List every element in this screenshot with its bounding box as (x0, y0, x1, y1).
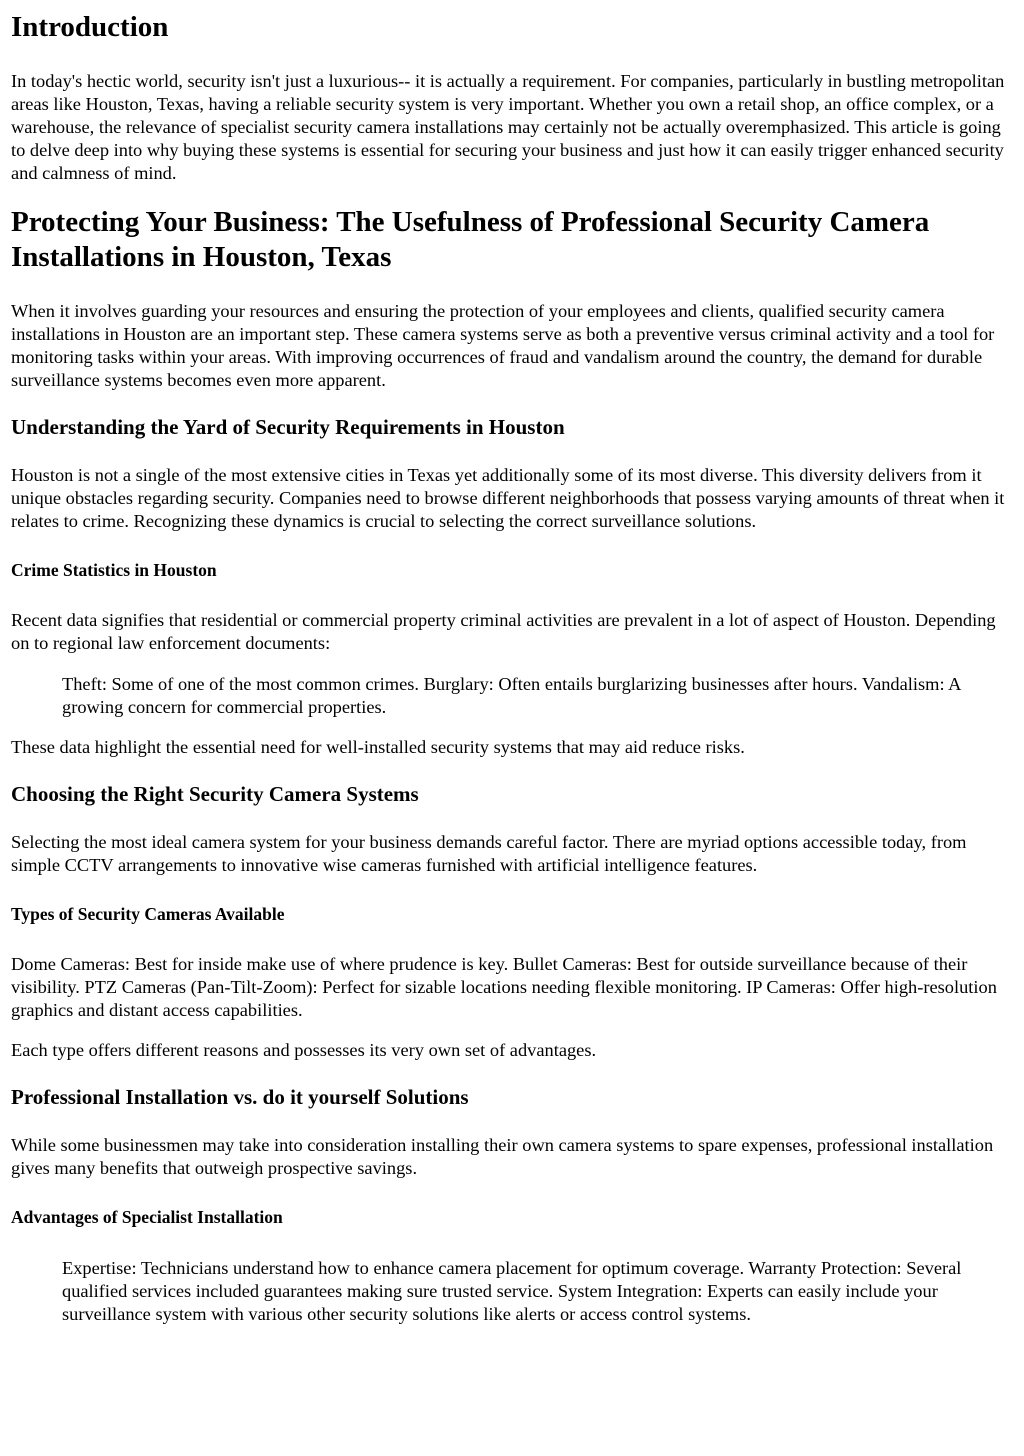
paragraph-choosing-camera-systems: Selecting the most ideal camera system for your business demands careful factor. There are myriad options accessible today, from simple CCTV arrangements to innovative wise cameras furnished with artificial intelligence features. (11, 832, 967, 875)
paragraph-crime-summary: These data highlight the essential need for well-installed security systems that may aid reduce risks. (11, 737, 745, 757)
heading-professional-vs-diy: Professional Installation vs. do it yourself Solutions (11, 1085, 469, 1109)
blockquote-crime-types: Theft: Some of one of the most common crimes. Burglary: Often entails burglarizing businesses after hours. Vandalism: A growing concern for commercial properties. (62, 674, 961, 717)
heading-introduction: Introduction (11, 11, 169, 43)
paragraph-introduction: In today's hectic world, security isn't just a luxurious-- it is actually a requirement. For companies, particularly in bustling metropolitan areas like Houston, Texas, having a reliable security system is very important. Whether you own a retail shop, an office complex, or a warehouse, the relevance of specialist security camera installations may certainly not be actually overemphasized. This article is going to delve deep into why buying these systems is essential for securing your business and just how it can easily trigger enhanced security and calmness of mind. (11, 71, 1005, 183)
paragraph-camera-types-summary: Each type offers different reasons and possesses its very own set of advantages. (11, 1040, 597, 1060)
paragraph-security-requirements: Houston is not a single of the most extensive cities in Texas yet additionally some of its most diverse. This diversity delivers from it unique obstacles regarding security. Companies need to browse different neighborhoods that possess varying amounts of threat when it relates to crime. Recognizing these dynamics is crucial to selecting the correct surveillance solutions. (11, 465, 1005, 531)
paragraph-crime-statistics: Recent data signifies that residential or commercial property criminal activities are prevalent in a lot of aspect of Houston. Depending on to regional law enforcement documents: (11, 610, 996, 653)
paragraph-protecting-your-business: When it involves guarding your resources and ensuring the protection of your employees and clients, qualified security camera installations in Houston are an important step. These camera systems serve as both a preventive versus criminal activity and a tool for monitoring tasks within your areas. With improving occurrences of fraud and vandalism around the country, the demand for durable surveillance systems becomes even more apparent. (11, 301, 995, 390)
heading-protecting-your-business: Protecting Your Business: The Usefulness of Professional Security Camera Installations in Houston, Texas (11, 206, 930, 273)
heading-camera-types: Types of Security Cameras Available (11, 904, 285, 924)
article (0, 10, 1024, 1326)
heading-security-requirements: Understanding the Yard of Security Requirements in Houston (11, 415, 565, 439)
paragraph-camera-types: Dome Cameras: Best for inside make use of where prudence is key. Bullet Cameras: Best for outside surveillance because of their visibility. PTZ Cameras (Pan-Tilt-Zoom): Perfect for sizable locations needing flexible monitoring. IP Cameras: Offer high-resolution graphics and distant access capabilities. (11, 954, 997, 1020)
heading-crime-statistics: Crime Statistics in Houston (11, 560, 217, 580)
paragraph-professional-vs-diy: While some businessmen may take into consideration installing their own camera systems to spare expenses, professional installation gives many benefits that outweigh prospective savings. (11, 1135, 994, 1178)
blockquote-installation-advantages: Expertise: Technicians understand how to enhance camera placement for optimum coverage. Warranty Protection: Several qualified services included guarantees making sure trusted service. System Integration: Experts can easily include your surveillance system with various other security solutions like alerts or access control systems. (62, 1258, 962, 1324)
heading-choosing-camera-systems: Choosing the Right Security Camera Systems (11, 782, 419, 806)
heading-installation-advantages: Advantages of Specialist Installation (11, 1207, 283, 1227)
